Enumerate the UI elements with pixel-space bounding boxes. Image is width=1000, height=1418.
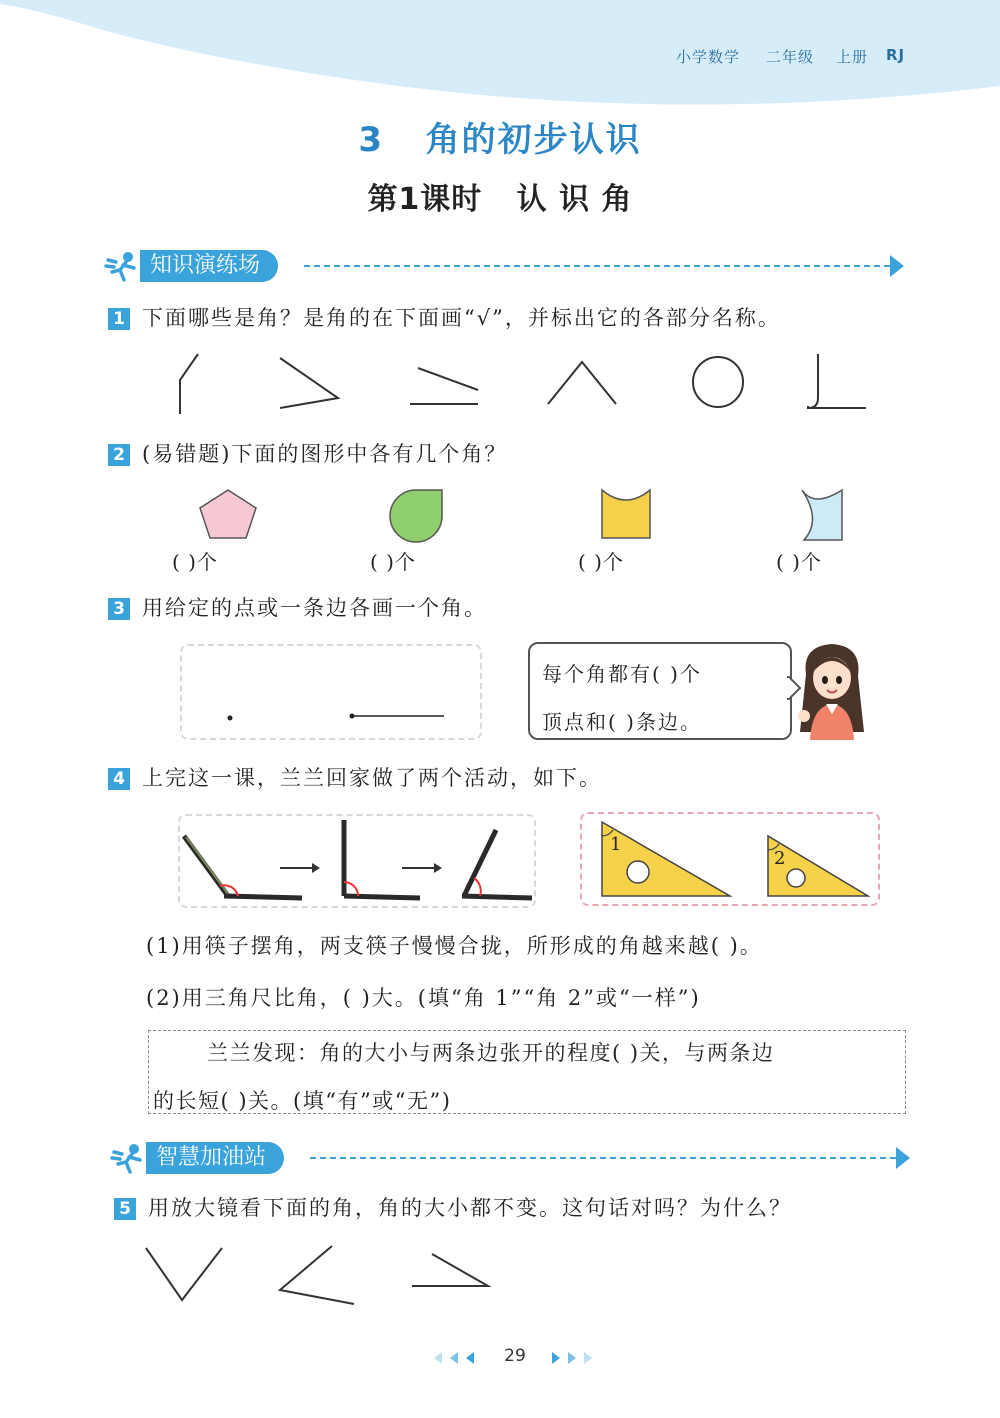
figure-bent-line [180,354,198,414]
lesson-title [0,174,1000,218]
question-4-text: 上完这一课，兰兰回家做了两个活动，如下。 [142,766,602,790]
discovery-line-1[interactable]: 兰兰发现：角的大小与两条边张开的程度( )关，与两条边 [207,1041,775,1065]
section-label-booster: 智慧加油站 [146,1142,284,1174]
shape-drop [390,490,442,542]
page-number: 29 [504,1346,526,1366]
chopsticks-activity [178,814,536,908]
figure-rounded-corner [808,354,866,408]
q4-sub-question-1[interactable]: (1)用筷子摆角，两支筷子慢慢合拢，所形成的角越来越( )。 [146,934,763,958]
q2-answer-2[interactable]: ( )个 [370,550,416,574]
chopsticks-right [344,820,420,898]
angle-narrow [412,1254,488,1286]
question-number-5: 5 [114,1198,136,1220]
chopsticks-figures [180,816,534,906]
triangle-rulers [582,814,878,904]
q3-drawing-area[interactable] [180,644,482,740]
figure-parallel-lines [410,368,478,404]
q2-answer-1[interactable]: ( )个 [172,550,218,574]
angle-left-open [280,1246,354,1304]
figure-circle [693,357,743,407]
lesson-label: 第1课时 [367,182,483,217]
chapter-title [0,112,1000,161]
given-point [228,716,233,721]
q3-given-elements [182,646,480,738]
section-divider [310,1157,896,1159]
q2-answer-3[interactable]: ( )个 [578,550,624,574]
section-banner-booster [110,1142,910,1174]
question-number-1: 1 [108,308,130,330]
header-subject: 小学数学 [676,48,741,66]
runner-icon [110,1142,150,1174]
bubble-line-2[interactable]: 顶点和( )条边。 [542,710,702,734]
arrow-right-icon [890,255,904,277]
question-1-text: 下面哪些是角？是角的在下面画“√”，并标出它的各部分名称。 [142,306,781,330]
q2-shapes [190,484,860,544]
q4-sub-question-2[interactable]: (2)用三角尺比角，( )大。(填“角 1”“角 2”或“一样”) [146,986,701,1010]
figure-open-angle [280,358,338,408]
question-number-3: 3 [108,598,130,620]
shape-yellow-cup [602,490,650,538]
chevron-left-icon [432,1350,486,1366]
arrow-right-icon-1 [280,863,320,873]
figure-caret-angle [548,362,616,404]
section-banner-practice [104,250,904,282]
question-number-4: 4 [108,768,130,790]
bubble-line-1[interactable]: 每个角都有( )个 [542,662,702,686]
arrow-right-icon-2 [402,863,442,873]
angle-label-1: 1 [610,834,622,855]
angle-v [146,1248,222,1300]
discovery-line-2[interactable]: 的长短( )关。(填“有”或“无”) [153,1089,452,1113]
q2-answer-4[interactable]: ( )个 [776,550,822,574]
shape-pentagon [200,490,256,538]
header-volume: 上册 [836,48,869,66]
header-grade: 二年级 [766,48,815,66]
triangle-ruler-activity [580,812,880,906]
chapter-number: 3 [358,120,385,160]
chapter-name: 角的初步认识 [425,120,642,160]
speech-bubble [528,642,792,740]
girl-illustration [792,640,872,740]
q5-angles [140,1240,500,1310]
chevron-right-icon [548,1350,602,1366]
q1-figures [160,348,880,418]
question-number-2: 2 [108,444,130,466]
discovery-box [148,1030,906,1114]
chopsticks-narrow [462,830,532,898]
question-3-text: 用给定的点或一条边各画一个角。 [142,596,487,620]
angle-label-2: 2 [774,848,786,869]
runner-icon [104,250,144,282]
question-5-text: 用放大镜看下面的角，角的大小都不变。这句话对吗？为什么？ [148,1196,792,1220]
header-edition: RJ [886,46,906,64]
question-2-text: (易错题)下面的图形中各有几个角？ [142,442,508,466]
section-divider [304,265,890,267]
section-label-practice: 知识演练场 [140,250,278,282]
shape-blue-curved [802,490,842,540]
lesson-name: 认 识 角 [516,182,633,217]
arrow-right-icon [896,1147,910,1169]
